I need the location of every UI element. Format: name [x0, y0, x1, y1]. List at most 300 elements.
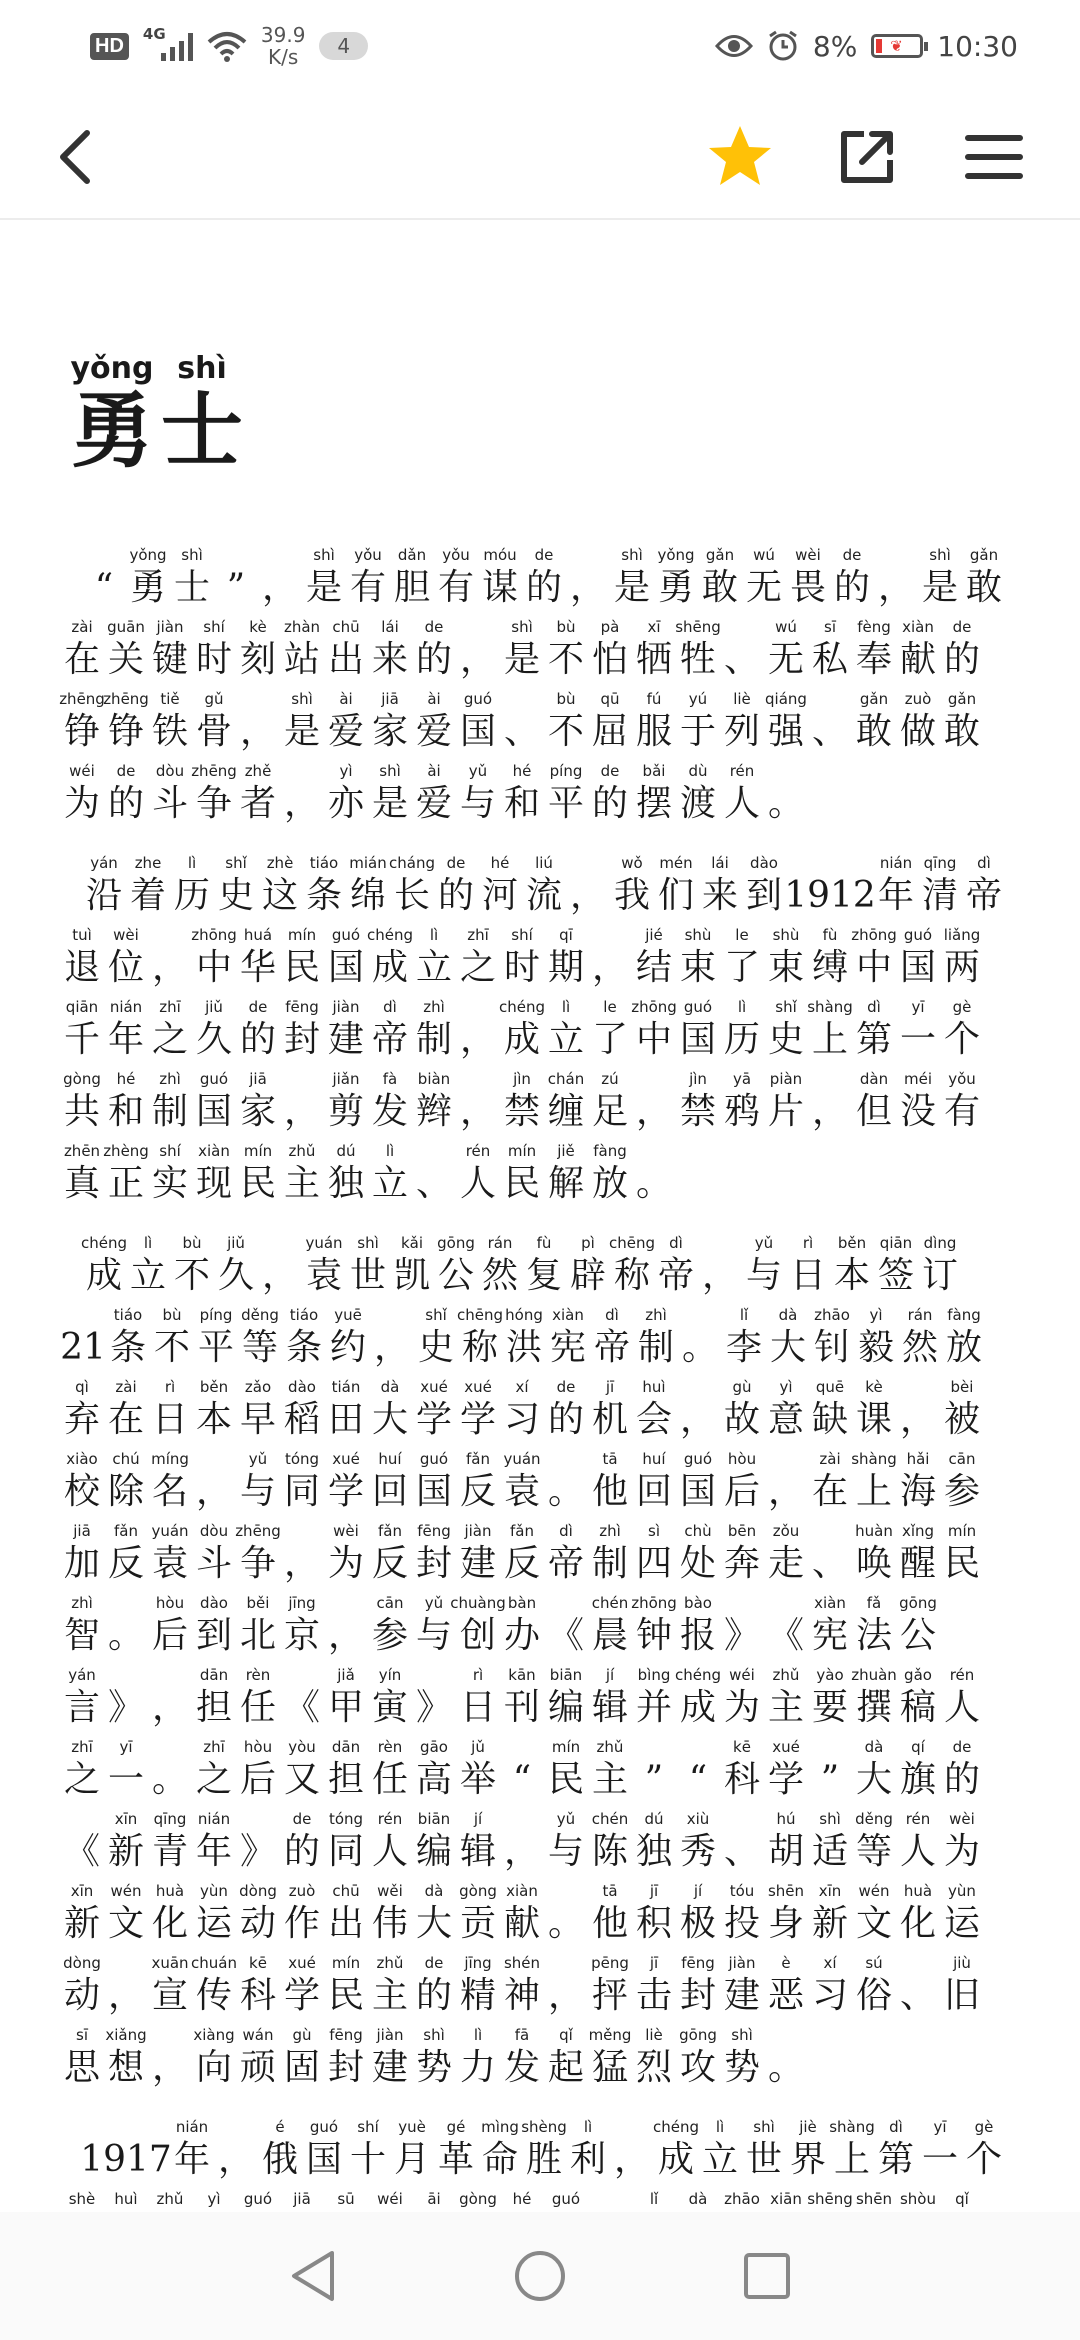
pinyin: shí: [357, 2118, 379, 2136]
ruby-char: [500, 1142, 544, 1208]
ruby-char: [412, 926, 456, 992]
pinyin: qīng: [923, 854, 957, 872]
hanzi: 流: [525, 875, 562, 916]
ruby-char: [170, 546, 214, 612]
pinyin: tiáo: [113, 1306, 143, 1324]
hanzi: 作: [283, 1903, 320, 1944]
pinyin: é: [275, 2118, 285, 2136]
ruby-char: [192, 1450, 236, 1516]
pinyin: guó: [463, 690, 493, 708]
hanzi: 。: [681, 1327, 718, 1368]
ruby-char: [588, 1522, 632, 1588]
pinyin: dú: [644, 1810, 664, 1828]
hanzi: 京: [283, 1615, 320, 1656]
pinyin: zhī: [159, 998, 181, 1016]
hanzi: ，: [283, 783, 320, 824]
ruby-char: [764, 618, 808, 684]
hanzi: ”: [644, 1759, 664, 1800]
pinyin: jiǔ: [205, 998, 223, 1016]
title-pinyin: shì: [177, 351, 227, 386]
hanzi: 担: [327, 1759, 364, 1800]
pinyin: lì: [187, 854, 197, 872]
pinyin: jí: [605, 1666, 615, 1684]
hanzi: 辑: [459, 1831, 496, 1872]
pinyin: jī: [605, 1378, 615, 1396]
hanzi: 帝: [547, 1543, 584, 1584]
hanzi: 上: [833, 2139, 870, 2180]
pinyin: kè: [249, 618, 267, 636]
pinyin: jí: [473, 1810, 483, 1828]
ruby-char: [280, 926, 324, 992]
pinyin: jiǎ: [337, 1666, 355, 1684]
hanzi: 胆: [393, 567, 430, 608]
hanzi: 出: [327, 1903, 364, 1944]
pinyin: jiàn: [376, 2026, 404, 2044]
hanzi: 关: [107, 639, 144, 680]
pinyin: xué: [332, 1450, 360, 1468]
hanzi: ，: [239, 711, 276, 752]
hd-badge: HD: [90, 33, 129, 60]
title-char: [68, 351, 156, 479]
pinyin: rén: [465, 1142, 491, 1160]
ruby-char: [678, 1306, 722, 1372]
ruby-char: [720, 1450, 764, 1516]
ruby-char: [588, 1594, 632, 1660]
ruby-char: [632, 1738, 676, 1804]
hanzi: 是: [305, 567, 342, 608]
pinyin: zhǔ: [376, 1954, 404, 1972]
ruby-char: [456, 1450, 500, 1516]
ruby-char: [324, 690, 368, 756]
ruby-char: [148, 690, 192, 756]
ruby-char: [148, 1738, 192, 1804]
hanzi: ，: [373, 1327, 410, 1368]
hanzi: 立: [371, 1163, 408, 1204]
ruby-char: [852, 1522, 896, 1588]
hanzi: 的: [437, 875, 474, 916]
title-hanzi: 士: [160, 383, 243, 479]
pinyin: xiàn: [506, 1882, 538, 1900]
pinyin: xī: [647, 618, 661, 636]
hanzi: 平: [547, 783, 584, 824]
hanzi: 主: [283, 1163, 320, 1204]
ruby-char: [104, 1522, 148, 1588]
hanzi: ”: [226, 567, 246, 608]
ruby-char: [478, 546, 522, 612]
pinyin: qiān: [879, 1234, 913, 1252]
hanzi: 寅: [371, 1687, 408, 1728]
ruby-char: [346, 1234, 390, 1300]
pinyin: dà: [424, 1882, 444, 1900]
ruby-char: [236, 1666, 280, 1732]
ruby-char: [126, 1234, 170, 1300]
hanzi: 文: [107, 1903, 144, 1944]
pinyin: chuán: [191, 1954, 237, 1972]
pinyin: guó: [243, 2190, 273, 2208]
ruby-char: [236, 1594, 280, 1660]
ruby-char: [478, 2118, 522, 2184]
hanzi: 成: [679, 1687, 716, 1728]
pinyin: hé: [116, 1070, 136, 1088]
hanzi: 于: [679, 711, 716, 752]
ruby-char: [502, 1306, 546, 1372]
ruby-char: [390, 2118, 434, 2184]
ruby-char: [764, 1594, 808, 1660]
ruby-char: [280, 1666, 324, 1732]
pinyin: zhī: [71, 1738, 93, 1756]
ruby-char: [368, 998, 412, 1064]
hanzi: 之: [195, 1759, 232, 1800]
ruby-char: [368, 1450, 412, 1516]
pinyin: shēn: [855, 2190, 893, 2208]
pinyin: xīn: [70, 1882, 94, 1900]
hanzi: 学: [327, 1471, 364, 1512]
text-line: [60, 1948, 1020, 2020]
ruby-char: [720, 1954, 764, 2020]
hanzi: 民: [239, 1163, 276, 1204]
pinyin: zhǔ: [596, 1738, 624, 1756]
ruby-char: [808, 1522, 852, 1588]
pinyin: lǐ: [649, 2190, 659, 2208]
ruby-char: [258, 2118, 302, 2184]
ruby-char: [192, 998, 236, 1064]
hanzi: 秀: [679, 1831, 716, 1872]
ruby-char: [742, 854, 786, 920]
pinyin: zhǔ: [772, 1666, 800, 1684]
ruby-char: [940, 1738, 984, 1804]
hanzi: 会: [635, 1399, 672, 1440]
hanzi: 胜: [525, 2139, 562, 2180]
hanzi: ，: [151, 1687, 188, 1728]
ruby-char: [786, 2118, 830, 2184]
pinyin: yǒu: [354, 546, 382, 564]
ruby-char: [148, 1666, 192, 1732]
ruby-char: [60, 690, 104, 756]
pinyin: hé: [490, 854, 510, 872]
pinyin: shòu: [899, 2190, 936, 2208]
pinyin: jí: [693, 1882, 703, 1900]
ruby-char: [566, 546, 610, 612]
hanzi: ，: [635, 1091, 672, 1132]
pinyin: dà: [778, 1306, 798, 1324]
hanzi: 报: [679, 1615, 716, 1656]
ruby-char: [324, 1450, 368, 1516]
hanzi: 订: [921, 1255, 958, 1296]
hanzi: 、: [899, 1975, 936, 2016]
ruby-char: [60, 2026, 104, 2092]
hanzi: 复: [525, 1255, 562, 1296]
pinyin: mín: [243, 1142, 273, 1160]
hanzi: 他: [591, 1903, 628, 1944]
ruby-char: [456, 762, 500, 828]
menu-icon: [965, 132, 1023, 182]
hanzi: 时: [195, 639, 232, 680]
hanzi: 举: [459, 1759, 496, 1800]
hanzi: 恶: [767, 1975, 804, 2016]
ruby-char: [632, 1594, 676, 1660]
pinyin: mín: [331, 1954, 361, 1972]
nav-home-button[interactable]: [500, 2236, 580, 2316]
hanzi: 大: [769, 1327, 806, 1368]
pinyin: dì: [605, 1306, 619, 1324]
ruby-char: [192, 1594, 236, 1660]
hanzi: 大: [371, 1399, 408, 1440]
alarm-icon: [767, 30, 799, 62]
text-line: [60, 1876, 1020, 1948]
ruby-char: [104, 1070, 148, 1136]
pinyin: ài: [427, 762, 441, 780]
pinyin: rèn: [377, 1738, 403, 1756]
pinyin: dì: [383, 998, 397, 1016]
hanzi: 来: [701, 875, 738, 916]
hanzi: 共: [63, 1091, 100, 1132]
pinyin: míng: [151, 1450, 189, 1468]
hanzi: 者: [239, 783, 276, 824]
hanzi: 烈: [635, 2047, 672, 2088]
nav-recents-button[interactable]: [727, 2236, 807, 2316]
hanzi: 时: [503, 947, 540, 988]
ruby-char: [60, 1666, 104, 1732]
ruby-char: [544, 926, 588, 992]
hanzi: 势: [415, 2047, 452, 2088]
pinyin: gǎn: [969, 546, 999, 564]
hanzi: 不: [173, 1255, 210, 1296]
hanzi: 国: [195, 1091, 232, 1132]
hanzi: 身: [767, 1903, 804, 1944]
ruby-char: [918, 2118, 962, 2184]
hanzi: 铮: [63, 711, 100, 752]
pinyin: gòng: [459, 2190, 497, 2208]
hanzi: 屈: [591, 711, 628, 752]
text-line: [60, 1804, 1020, 1876]
ruby-char: [940, 1378, 984, 1444]
pinyin: gōng: [899, 1594, 937, 1612]
ruby-char: [764, 1378, 808, 1444]
pinyin: yì: [207, 2190, 221, 2208]
ruby-char: [830, 1234, 874, 1300]
ruby-char: [324, 1954, 368, 2020]
hanzi: ，: [547, 1975, 584, 2016]
ruby-char: [236, 926, 280, 992]
hanzi: 任: [239, 1687, 276, 1728]
hanzi: 为: [327, 1543, 364, 1584]
hanzi: 后: [239, 1759, 276, 1800]
hanzi: 一: [899, 1019, 936, 1060]
article-content: [0, 220, 1080, 2212]
ruby-char: [390, 546, 434, 612]
status-right: [715, 30, 1018, 63]
ruby-char: [280, 1594, 324, 1660]
ruby-char: [676, 1450, 720, 1516]
hanzi: 运: [943, 1903, 980, 1944]
pinyin: de: [600, 762, 620, 780]
hanzi: 智: [63, 1615, 100, 1656]
ruby-char: [170, 854, 214, 920]
ruby-char: [634, 1306, 678, 1372]
ruby-char: [808, 1882, 852, 1948]
ruby-char: [236, 1954, 280, 2020]
hanzi: 史: [767, 1019, 804, 1060]
ruby-char: [500, 1810, 544, 1876]
hanzi: 个: [965, 2139, 1002, 2180]
hanzi: 争: [195, 783, 232, 824]
text-line: [60, 1064, 1020, 1136]
ruby-char: [236, 1142, 280, 1208]
ruby-char: [544, 2026, 588, 2092]
pinyin: guó: [683, 998, 713, 1016]
text-line: [60, 1372, 1020, 1444]
hanzi: 新: [107, 1831, 144, 1872]
ruby-char: [676, 1378, 720, 1444]
pinyin: wéi: [377, 2190, 403, 2208]
hanzi: 成: [657, 2139, 694, 2180]
pinyin: zhēng: [103, 690, 149, 708]
nav-back-button[interactable]: [273, 2236, 353, 2316]
status-bar: [0, 0, 1080, 92]
pinyin: sì: [648, 1522, 660, 1540]
ruby-char: [720, 2026, 764, 2092]
ruby-char: [368, 1954, 412, 2020]
battery-icon: ❦: [871, 34, 923, 58]
pinyin: dà: [864, 1738, 884, 1756]
back-button[interactable]: [40, 122, 110, 192]
hanzi: 国: [679, 1471, 716, 1512]
article-title: [68, 351, 246, 479]
pinyin: chù: [684, 1522, 712, 1540]
pinyin: shí: [159, 1142, 181, 1160]
hanzi: 无: [767, 639, 804, 680]
ruby-char: [412, 998, 456, 1064]
battery-percent: 8%: [812, 29, 858, 63]
hanzi: 处: [679, 1543, 716, 1584]
hanzi: 立: [129, 1255, 166, 1296]
ruby-char: [676, 690, 720, 756]
hanzi: 的: [591, 783, 628, 824]
hanzi: 向: [195, 2047, 232, 2088]
ruby-char: [852, 926, 896, 992]
hanzi: 胡: [767, 1831, 804, 1872]
pinyin: huà: [903, 1882, 933, 1900]
pinyin: zhì: [645, 1306, 667, 1324]
ruby-char: [852, 1666, 896, 1732]
ruby-char: [104, 690, 148, 756]
hanzi: 上: [811, 1019, 848, 1060]
pinyin: jīng: [464, 1954, 492, 1972]
pinyin: tián: [331, 1378, 361, 1396]
pinyin: shēn: [767, 1882, 805, 1900]
pinyin: zú: [601, 1070, 619, 1088]
ruby-char: [808, 1450, 852, 1516]
hanzi: 是: [613, 567, 650, 608]
ruby-char: [764, 1070, 808, 1136]
status-left: [90, 24, 368, 68]
ruby-char: [544, 1142, 588, 1208]
ruby-char: [280, 998, 324, 1064]
ruby-char: [962, 2118, 1006, 2184]
hanzi: 两: [943, 947, 980, 988]
ruby-char: [456, 926, 500, 992]
pinyin: guó: [331, 926, 361, 944]
menu-button[interactable]: [955, 118, 1033, 196]
ruby-char: [896, 1594, 940, 1660]
ruby-char: [280, 1810, 324, 1876]
pinyin: gǔ: [204, 690, 224, 708]
pinyin: lì: [429, 926, 439, 944]
hanzi: 想: [107, 2047, 144, 2088]
pinyin: dān: [199, 1666, 229, 1684]
hanzi: 固: [283, 2047, 320, 2088]
hanzi: ，: [701, 1255, 738, 1296]
text-line: [60, 1660, 1020, 1732]
hanzi: 反: [459, 1471, 496, 1512]
ruby-char: [104, 762, 148, 828]
pinyin: wú: [753, 546, 775, 564]
pinyin: yǒng: [129, 546, 167, 564]
favorite-button[interactable]: [700, 116, 780, 196]
ruby-char: [720, 690, 764, 756]
ruby-char: [940, 1522, 984, 1588]
ruby-char: [170, 2118, 214, 2184]
ruby-char: [676, 1070, 720, 1136]
ruby-char: [764, 1450, 808, 1516]
ruby-char: [148, 618, 192, 684]
hanzi: 个: [943, 1019, 980, 1060]
hanzi: 不: [547, 711, 584, 752]
ruby-char: [104, 1738, 148, 1804]
pinyin: zhēng: [191, 762, 237, 780]
hanzi: 然: [481, 1255, 518, 1296]
ruby-char: [676, 998, 720, 1064]
pinyin: lì: [583, 2118, 593, 2136]
hanzi: 制: [415, 1019, 452, 1060]
ruby-char: [808, 1070, 852, 1136]
share-button[interactable]: [828, 118, 906, 196]
pinyin: dì: [889, 2118, 903, 2136]
hanzi: 同: [283, 1471, 320, 1512]
ruby-char: [236, 690, 280, 756]
ruby-char: [148, 1594, 192, 1660]
ruby-char: [104, 1882, 148, 1948]
ruby-char: [808, 926, 852, 992]
ruby-char: [544, 690, 588, 756]
pinyin: jǔ: [471, 1738, 485, 1756]
hanzi: 中: [855, 947, 892, 988]
pinyin: jī: [649, 1954, 659, 1972]
hanzi: 与: [415, 1615, 452, 1656]
pinyin: gǎn: [705, 546, 735, 564]
pinyin: xiàn: [198, 1142, 230, 1160]
hanzi: 禁: [503, 1091, 540, 1132]
hanzi: 然: [901, 1327, 938, 1368]
pinyin: jiě: [557, 1142, 575, 1160]
pinyin: de: [116, 762, 136, 780]
pinyin: guó: [551, 2190, 581, 2208]
hanzi: 。: [767, 2047, 804, 2088]
pinyin: shí: [511, 926, 533, 944]
hanzi: 的: [943, 1759, 980, 1800]
hanzi: 争: [239, 1543, 276, 1584]
hanzi: 来: [371, 639, 408, 680]
ruby-char: [764, 762, 808, 828]
hanzi: 国: [899, 947, 936, 988]
hanzi: 早: [239, 1399, 276, 1440]
pinyin: jié: [645, 926, 663, 944]
hanzi: ，: [261, 567, 298, 608]
pinyin: huà: [155, 1882, 185, 1900]
pinyin: gòng: [63, 1070, 101, 1088]
hanzi: 真: [63, 1163, 100, 1204]
pinyin: zhuàn: [851, 1666, 897, 1684]
